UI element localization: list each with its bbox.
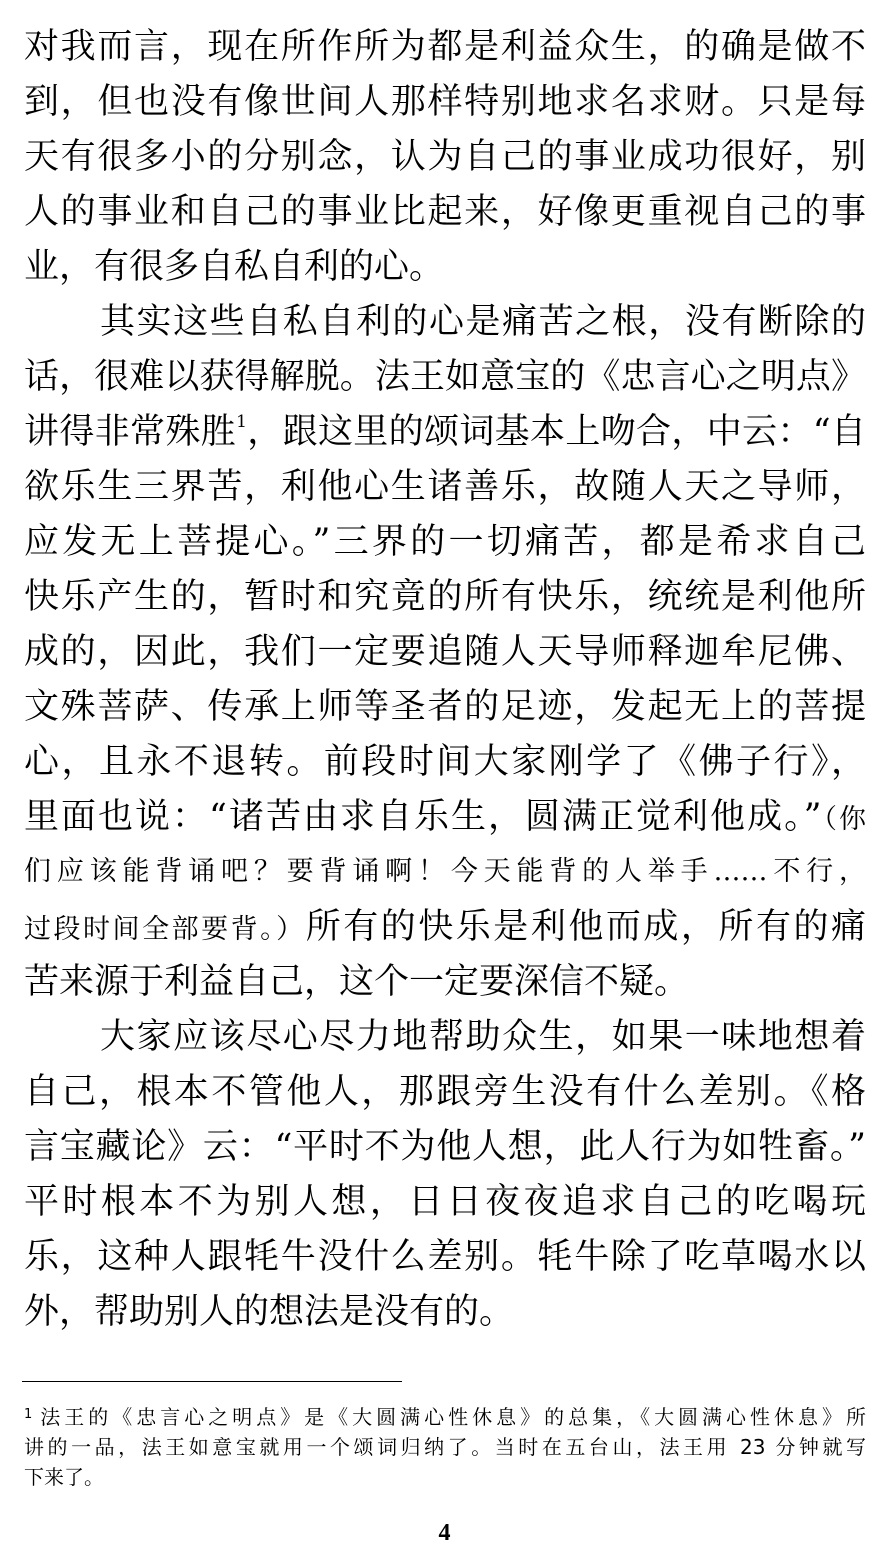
text-line: 乐，这种人跟牦牛没什么差别。牦牛除了吃草喝水以 [24,1237,866,1277]
page-number: 4 [438,1520,451,1546]
aside-text: （你 [821,804,867,835]
footnote-reference[interactable]: 1 [236,412,247,432]
text-line: 言宝藏论》云：“平时不为他人想，此人行为如牲畜。” [24,1127,866,1167]
aside-line: 们应该能背诵吧？要背诵啊！今天能背的人举手……不行， [24,856,866,887]
text-line-with-footnote [24,412,866,452]
text-segment: 讲得非常殊胜 [24,412,237,452]
footnote-separator [22,1381,402,1382]
paragraph-first-line: 其实这些自私自利的心是痛苦之根，没有断除的 [100,302,866,342]
text-line: 苦来源于利益自己，这个一定要深信不疑。 [24,962,690,1002]
footnote-line [24,1403,866,1431]
aside-text: 过段时间全部要背。） [24,914,306,945]
text-line-with-aside [24,797,866,837]
text-line: 成的，因此，我们一定要追随人天导师释迦牟尼佛、 [24,632,866,672]
text-segment: 里面也说：“诸苦由求自乐生，圆满正觉利他成。” [24,797,822,837]
text-line: 应发无上菩提心。”三界的一切痛苦，都是希求自己 [24,522,866,562]
footnote-text: 法王的《忠言心之明点》是《大圆满心性休息》的总集，《大圆满心性休息》所 [36,1405,866,1429]
footnote-line: 讲的一品，法王如意宝就用一个颂词归纳了。当时在五台山，法王用 23 分钟就写 [24,1435,866,1459]
text-line-with-aside [24,907,866,947]
text-line: 业，有很多自私自利的心。 [24,247,445,287]
text-segment: ，跟这里的颂词基本上吻合，中云：“自 [246,412,866,452]
text-line: 心，且永不退转。前段时间大家刚学了《佛子行》， [24,742,866,782]
text-line: 对我而言，现在所作所为都是利益众生，的确是做不 [24,27,866,67]
paragraph-first-line: 大家应该尽心尽力地帮助众生，如果一味地想着 [100,1017,866,1057]
text-line: 文殊菩萨、传承上师等圣者的足迹，发起无上的菩提 [24,687,866,727]
text-line: 自己，根本不管他人，那跟旁生没有什么差别。《格 [24,1072,866,1112]
text-line: 人的事业和自己的事业比起来，好像更重视自己的事 [24,192,866,232]
text-line: 外，帮助别人的想法是没有的。 [24,1292,515,1332]
footnote-marker: 1 [24,1407,33,1422]
text-segment: 所有的快乐是利他而成，所有的痛 [305,907,866,947]
footnote-line: 下来了。 [24,1465,104,1489]
text-line: 到，但也没有像世间人那样特别地求名求财。只是每 [24,82,866,122]
text-line: 欲乐生三界苦，利他心生诸善乐，故随人天之导师， [24,467,866,507]
text-line: 快乐产生的，暂时和究竟的所有快乐，统统是利他所 [24,577,866,617]
text-line: 话，很难以获得解脱。法王如意宝的《忠言心之明点》 [24,357,866,397]
text-line: 平时根本不为别人想，日日夜夜追求自己的吃喝玩 [24,1182,866,1222]
text-line: 天有很多小的分别念，认为自己的事业成功很好，别 [24,137,866,177]
